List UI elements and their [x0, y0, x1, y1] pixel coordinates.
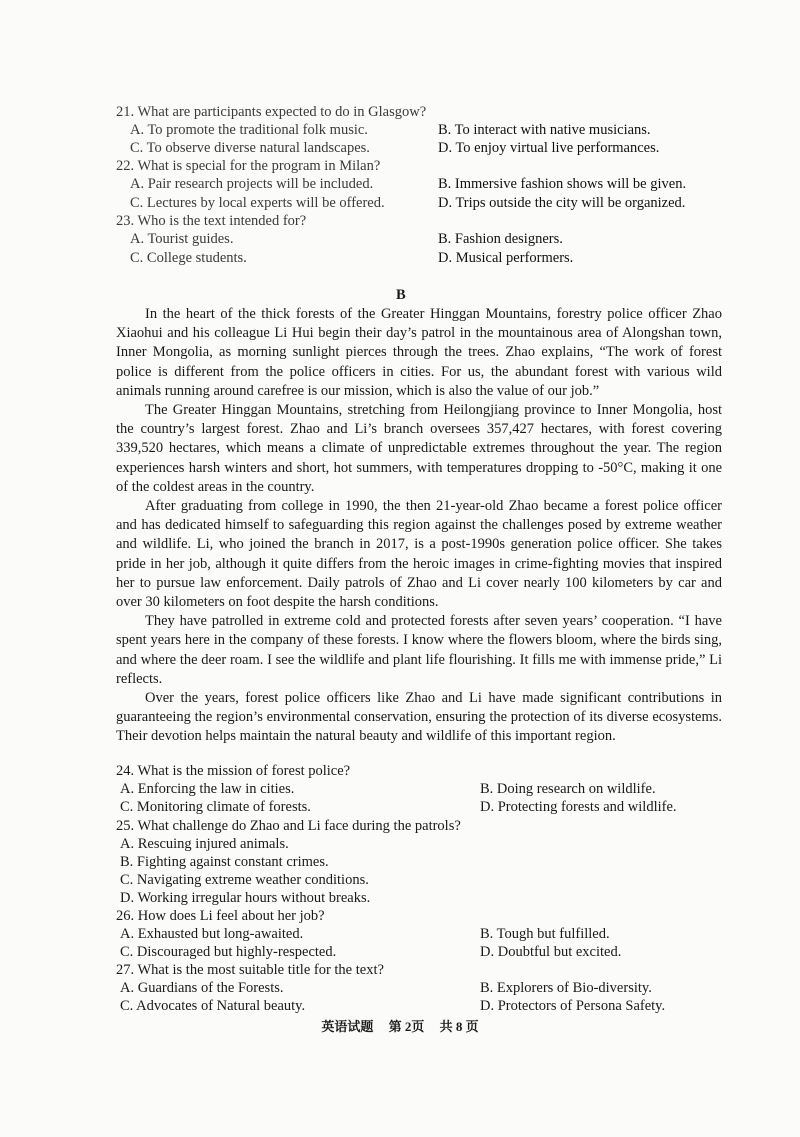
reading-passage	[116, 305, 722, 747]
footer-page-number: 第 2页	[388, 1019, 425, 1034]
footer-total-pages: 共 8 页	[439, 1019, 479, 1034]
question-23-stem: 23. Who is the text intended for?	[116, 213, 307, 229]
question-22-option-c: C. Lectures by local experts will be offered.	[130, 195, 385, 211]
question-21-option-d: D. To enjoy virtual live performances.	[438, 140, 660, 156]
passage-paragraph: After graduating from college in 1990, the then 21-year-old Zhao became a forest police officer and has dedicated himself to safeguarding this region against the challenges posed by extreme weather and wildlife. Li, who joined the branch in 2017, is a post-1990s generation police officer. She takes pride in her job, although it quite differs from the heroic images in crime-fighting movies that inspired her to pursue law enforcement. Daily patrols of Zhao and Li cover nearly 100 kilometers by car and over 30 kilometers on foot despite the harsh conditions.	[116, 498, 722, 611]
question-24-option-b: B. Doing research on wildlife.	[480, 781, 656, 797]
question-26-option-a: A. Exhausted but long-awaited.	[120, 926, 304, 942]
question-25-option-c: C. Navigating extreme weather conditions.	[120, 872, 369, 888]
question-27-option-b: B. Explorers of Bio-diversity.	[480, 980, 652, 996]
passage-paragraph: In the heart of the thick forests of the Greater Hinggan Mountains, forestry police officer Zhao Xiaohui and his colleague Li Hui begin their day’s patrol in the mountainous area of Alongshan town, Inner Mongolia, as morning sunlight pierces through the trees. Zhao explains, “The work of forest police is different from the police officers in cities. For us, the abundant forest with various wild animals running around carefree is our mission, which is also the value of our job.”	[116, 306, 722, 399]
question-27-stem: 27. What is the most suitable title for the text?	[116, 962, 384, 978]
question-26-stem: 26. How does Li feel about her job?	[116, 908, 325, 924]
question-25-option-d: D. Working irregular hours without breaks.	[120, 890, 371, 906]
question-22-stem: 22. What is special for the program in Milan?	[116, 158, 381, 174]
question-22-option-b: B. Immersive fashion shows will be given.	[438, 176, 687, 192]
question-26-option-b: B. Tough but fulfilled.	[480, 926, 610, 942]
question-25-stem: 25. What challenge do Zhao and Li face during the patrols?	[116, 818, 461, 834]
question-25-option-a: A. Rescuing injured animals.	[120, 836, 289, 852]
passage-paragraph: The Greater Hinggan Mountains, stretching from Heilongjiang province to Inner Mongolia, host the country’s largest forest. Zhao and Li’s branch oversees 357,427 hectares, with forest covering 339,520 hectares, which means a climate of unpredictable extremes throughout the year. The region experiences harsh winters and short, hot summers, with temperatures dropping to -50°C, making it one of the coldest areas in the country.	[116, 402, 722, 495]
question-26-option-c: C. Discouraged but highly-respected.	[120, 944, 337, 960]
question-24-option-a: A. Enforcing the law in cities.	[120, 781, 295, 797]
passage-paragraph: Over the years, forest police officers like Zhao and Li have made significant contributions in guaranteeing the region’s environmental conservation, ensuring the protection of its diverse ecosystems. Their devotion helps maintain the natural beauty and wildlife of this important region.	[116, 690, 722, 745]
question-21-stem: 21. What are participants expected to do in Glasgow?	[116, 104, 427, 120]
question-27-option-d: D. Protectors of Persona Safety.	[480, 998, 666, 1014]
question-21-option-a: A. To promote the traditional folk music.	[130, 122, 368, 138]
question-22-option-d: D. Trips outside the city will be organized.	[438, 195, 686, 211]
question-23-option-b: B. Fashion designers.	[438, 231, 563, 247]
question-24-option-d: D. Protecting forests and wildlife.	[480, 799, 677, 815]
question-23-option-a: A. Tourist guides.	[130, 231, 234, 247]
question-24-option-c: C. Monitoring climate of forests.	[120, 799, 311, 815]
question-26-option-d: D. Doubtful but excited.	[480, 944, 622, 960]
page-footer	[0, 1016, 800, 1035]
question-23-option-c: C. College students.	[130, 250, 247, 266]
section-label: B	[396, 287, 406, 303]
question-21-option-c: C. To observe diverse natural landscapes.	[130, 140, 370, 156]
question-24-stem: 24. What is the mission of forest police?	[116, 763, 351, 779]
passage-paragraph: They have patrolled in extreme cold and protected forests after seven years’ cooperation. “I have spent years here in the company of these forests. I know where the flowers bloom, where the birds sing, and where the deer roam. I see the wildlife and plant life flourishing. It fills me with immense pride,” Li reflects.	[116, 613, 722, 687]
question-25-option-b: B. Fighting against constant crimes.	[120, 854, 329, 870]
question-22-option-a: A. Pair research projects will be included.	[130, 176, 374, 192]
footer-subject: 英语试题	[321, 1019, 374, 1034]
question-21-option-b: B. To interact with native musicians.	[438, 122, 651, 138]
question-27-option-a: A. Guardians of the Forests.	[120, 980, 284, 996]
question-23-option-d: D. Musical performers.	[438, 250, 574, 266]
question-27-option-c: C. Advocates of Natural beauty.	[120, 998, 306, 1014]
